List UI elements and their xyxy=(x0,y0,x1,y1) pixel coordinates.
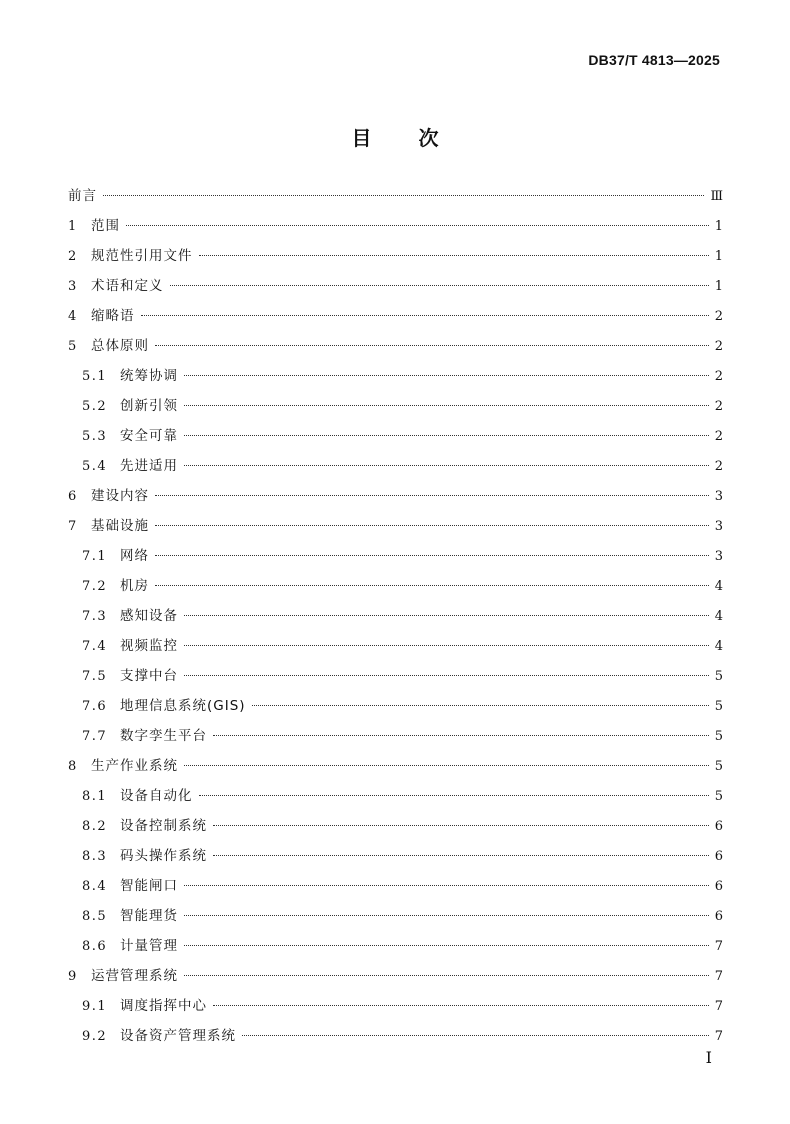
toc-entry-label: 数字孪生平台 xyxy=(120,728,207,744)
toc-entry-page: 5 xyxy=(714,729,723,744)
toc-entry-number: 5 xyxy=(68,339,77,354)
dot-leader xyxy=(213,1005,709,1006)
dot-leader xyxy=(199,795,709,796)
dot-leader xyxy=(184,945,709,946)
toc-entry-number: 6 xyxy=(68,489,77,504)
toc-entry-page: 3 xyxy=(714,519,723,534)
toc-entry-number: 8.6 xyxy=(82,939,108,954)
document-code: DB37/T 4813—2025 xyxy=(588,52,720,68)
toc-entry-page: 5 xyxy=(714,669,723,684)
toc-entry[interactable] xyxy=(68,1024,723,1054)
toc-entry[interactable] xyxy=(68,694,723,724)
toc-entry-page: 4 xyxy=(714,609,723,624)
toc-entry-label: 智能理货 xyxy=(120,908,178,924)
dot-leader xyxy=(155,345,709,346)
toc-entry-page: 6 xyxy=(714,819,723,834)
toc-entry-label: 创新引领 xyxy=(120,398,178,414)
toc-entry-label: 生产作业系统 xyxy=(91,758,178,774)
toc-entry[interactable] xyxy=(68,394,723,424)
toc-entry[interactable] xyxy=(68,454,723,484)
page-number: I xyxy=(705,1048,712,1067)
toc-entry[interactable] xyxy=(68,784,723,814)
toc-entry-page: 6 xyxy=(714,849,723,864)
toc-entry-label: 地理信息系统(GIS) xyxy=(120,698,246,714)
toc-entry-label: 码头操作系统 xyxy=(120,848,207,864)
dot-leader xyxy=(184,375,709,376)
toc-entry-number: 8 xyxy=(68,759,77,774)
toc-entry[interactable] xyxy=(68,814,723,844)
toc-entry[interactable] xyxy=(68,844,723,874)
toc-entry-number: 9 xyxy=(68,969,77,984)
dot-leader xyxy=(155,555,709,556)
toc-entry[interactable] xyxy=(68,364,723,394)
toc-entry-label: 网络 xyxy=(120,548,149,564)
dot-leader xyxy=(252,705,709,706)
toc-entry-label: 设备控制系统 xyxy=(120,818,207,834)
toc-entry[interactable] xyxy=(68,484,723,514)
toc-entry[interactable] xyxy=(68,424,723,454)
toc-entry-label: 先进适用 xyxy=(120,458,178,474)
toc-entry-number: 7.6 xyxy=(82,699,108,714)
toc-entry-number: 5.2 xyxy=(82,399,108,414)
toc-entry-page: 5 xyxy=(714,759,723,774)
toc-entry-page: 7 xyxy=(714,969,723,984)
dot-leader xyxy=(141,315,709,316)
toc-entry-number: 7.4 xyxy=(82,639,108,654)
dot-leader xyxy=(242,1035,709,1036)
toc-entry-label: 缩略语 xyxy=(91,308,135,324)
toc-entry-page: 1 xyxy=(714,279,723,294)
toc-entry-number: 7.5 xyxy=(82,669,108,684)
toc-entry-page: 1 xyxy=(714,219,723,234)
dot-leader xyxy=(213,825,709,826)
dot-leader xyxy=(184,765,709,766)
toc-entry-page: 1 xyxy=(714,249,723,264)
toc-entry-page: 5 xyxy=(714,789,723,804)
toc-entry-label: 设备自动化 xyxy=(120,788,193,804)
table-of-contents xyxy=(68,184,723,1054)
toc-entry-page: 5 xyxy=(714,699,723,714)
toc-entry-page: 2 xyxy=(714,339,723,354)
toc-entry-page: 2 xyxy=(714,459,723,474)
toc-entry-number: 7.7 xyxy=(82,729,108,744)
toc-entry-label: 调度指挥中心 xyxy=(120,998,207,1014)
toc-entry-page: 7 xyxy=(714,1029,723,1044)
toc-entry-label: 智能闸口 xyxy=(120,878,178,894)
toc-entry-label: 感知设备 xyxy=(120,608,178,624)
toc-entry-number: 7.3 xyxy=(82,609,108,624)
toc-entry-label: 前言 xyxy=(68,188,97,204)
dot-leader xyxy=(155,585,709,586)
toc-entry-number: 8.1 xyxy=(82,789,108,804)
dot-leader xyxy=(213,735,709,736)
toc-entry-page: 2 xyxy=(714,369,723,384)
toc-entry[interactable] xyxy=(68,214,723,244)
toc-entry-label: 术语和定义 xyxy=(91,278,164,294)
toc-entry-number: 5.4 xyxy=(82,459,108,474)
dot-leader xyxy=(184,465,709,466)
toc-entry-number: 7 xyxy=(68,519,77,534)
toc-entry-number: 8.5 xyxy=(82,909,108,924)
toc-entry[interactable] xyxy=(68,304,723,334)
dot-leader xyxy=(184,975,709,976)
toc-entry[interactable] xyxy=(68,184,723,214)
toc-entry[interactable] xyxy=(68,904,723,934)
toc-entry-label: 机房 xyxy=(120,578,149,594)
toc-entry[interactable] xyxy=(68,934,723,964)
toc-entry-number: 8.3 xyxy=(82,849,108,864)
toc-entry-number: 1 xyxy=(68,219,77,234)
toc-entry[interactable] xyxy=(68,724,723,754)
toc-entry[interactable] xyxy=(68,994,723,1024)
toc-entry-label: 支撑中台 xyxy=(120,668,178,684)
toc-entry[interactable] xyxy=(68,244,723,274)
toc-entry-label: 统筹协调 xyxy=(120,368,178,384)
toc-entry[interactable] xyxy=(68,544,723,574)
toc-entry-label: 总体原则 xyxy=(91,338,149,354)
dot-leader xyxy=(126,225,709,226)
toc-entry-label: 安全可靠 xyxy=(120,428,178,444)
dot-leader xyxy=(213,855,709,856)
toc-entry-label: 建设内容 xyxy=(91,488,149,504)
toc-entry-number: 7.1 xyxy=(82,549,108,564)
toc-entry-number: 8.4 xyxy=(82,879,108,894)
toc-entry[interactable] xyxy=(68,754,723,784)
dot-leader xyxy=(184,615,709,616)
toc-entry[interactable] xyxy=(68,334,723,364)
dot-leader xyxy=(184,645,709,646)
toc-entry-page: 6 xyxy=(714,879,723,894)
toc-entry-label: 视频监控 xyxy=(120,638,178,654)
toc-entry-label: 范围 xyxy=(91,218,120,234)
toc-entry[interactable] xyxy=(68,274,723,304)
dot-leader xyxy=(184,885,709,886)
toc-entry-page: 3 xyxy=(714,549,723,564)
dot-leader xyxy=(155,525,709,526)
toc-entry-label: 基础设施 xyxy=(91,518,149,534)
toc-entry-number: 5.3 xyxy=(82,429,108,444)
toc-entry[interactable] xyxy=(68,664,723,694)
toc-entry-page: 2 xyxy=(714,309,723,324)
toc-entry-number: 9.1 xyxy=(82,999,108,1014)
toc-entry[interactable] xyxy=(68,874,723,904)
dot-leader xyxy=(103,195,704,196)
toc-entry[interactable] xyxy=(68,574,723,604)
toc-entry[interactable] xyxy=(68,964,723,994)
toc-entry-number: 4 xyxy=(68,309,77,324)
toc-title: 目 次 xyxy=(351,126,439,150)
toc-entry[interactable] xyxy=(68,514,723,544)
dot-leader xyxy=(184,915,709,916)
toc-entry-number: 5.1 xyxy=(82,369,108,384)
toc-entry-page: 7 xyxy=(714,999,723,1014)
toc-entry-page: Ⅲ xyxy=(710,189,723,204)
dot-leader xyxy=(170,285,709,286)
toc-entry[interactable] xyxy=(68,634,723,664)
toc-entry-page: 4 xyxy=(714,579,723,594)
toc-entry-page: 7 xyxy=(714,939,723,954)
dot-leader xyxy=(199,255,709,256)
toc-entry-page: 2 xyxy=(714,399,723,414)
dot-leader xyxy=(184,405,709,406)
toc-entry-number: 8.2 xyxy=(82,819,108,834)
toc-entry-page: 2 xyxy=(714,429,723,444)
dot-leader xyxy=(184,435,709,436)
toc-entry-number: 2 xyxy=(68,249,77,264)
toc-entry-page: 4 xyxy=(714,639,723,654)
toc-entry-page: 3 xyxy=(714,489,723,504)
toc-entry[interactable] xyxy=(68,604,723,634)
dot-leader xyxy=(155,495,709,496)
toc-entry-label: 设备资产管理系统 xyxy=(120,1028,236,1044)
toc-entry-number: 3 xyxy=(68,279,77,294)
toc-entry-page: 6 xyxy=(714,909,723,924)
toc-entry-label: 运营管理系统 xyxy=(91,968,178,984)
dot-leader xyxy=(184,675,709,676)
toc-entry-label: 规范性引用文件 xyxy=(91,248,193,264)
toc-entry-number: 7.2 xyxy=(82,579,108,594)
toc-entry-label: 计量管理 xyxy=(120,938,178,954)
toc-entry-number: 9.2 xyxy=(82,1029,108,1044)
